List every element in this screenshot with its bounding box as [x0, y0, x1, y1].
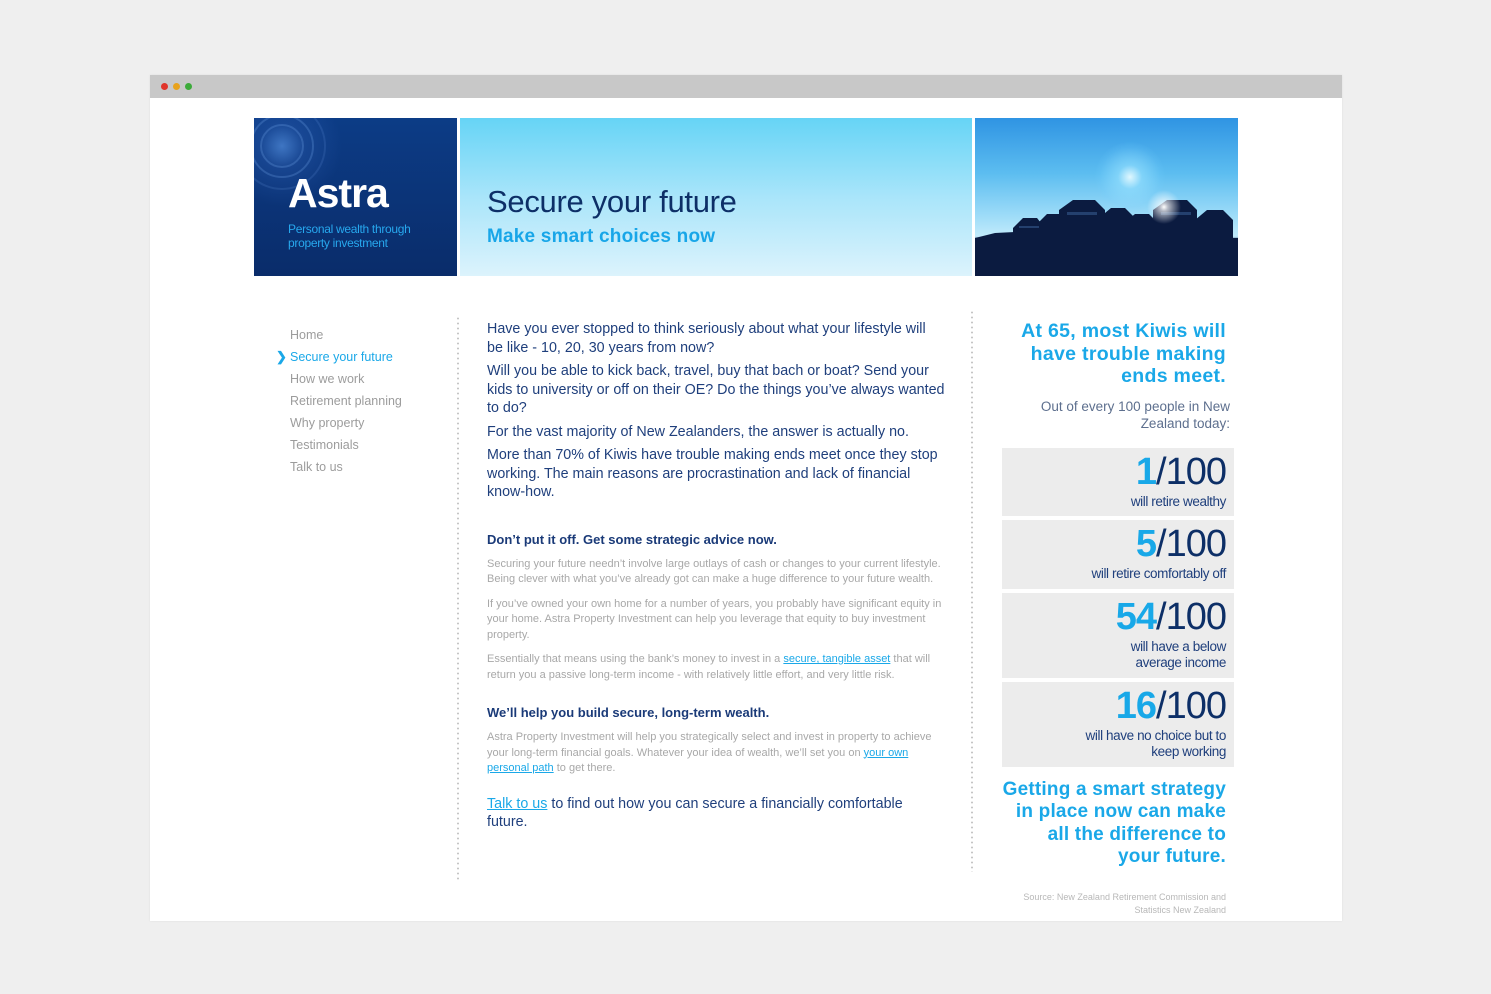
stat-value: 16: [1115, 684, 1157, 727]
stat-denominator: /100: [1156, 595, 1226, 638]
intro-paragraph: Will you be able to kick back, travel, buy that bach or boat? Send your kids to university or off on their OE? Do the things you’ve always wanted to do?: [487, 363, 945, 416]
sidebar-nav: [276, 324, 446, 478]
nav-item-label: Why property: [290, 416, 365, 430]
stat-value: 1: [1135, 450, 1157, 493]
intro-text: [487, 320, 945, 502]
stat-description: will retire comfortably off: [1091, 566, 1226, 581]
intro-paragraph: For the vast majority of New Zealanders, the answer is actually no.: [487, 423, 909, 440]
column-divider: [457, 316, 459, 880]
brand-logo: Astra: [288, 170, 388, 216]
section-heading-wealth: We’ll help you build secure, long-term wealth.: [487, 705, 770, 720]
stat-denominator: /100: [1156, 523, 1226, 565]
web-page: [254, 118, 1238, 915]
text-fragment: Astra Property Investment will help you strategically select and invest in property to achieve your long-term financial goals. Whatever your idea of wealth, we’ll set you on: [487, 731, 932, 759]
talk-to-us-link[interactable]: Talk to us: [487, 795, 548, 812]
sidebar-intro: Out of every 100 people in New Zealand today:: [1040, 398, 1230, 431]
stat-card: [1002, 520, 1234, 589]
body-paragraph: Securing your future needn’t involve large outlays of cash or changes to your current lifestyle. Being clever with what you’ve already got can make a huge difference to your future wealth.: [487, 557, 941, 585]
nav-item-how-we-work[interactable]: [276, 368, 446, 390]
body-paragraph: If you’ve owned your own home for a number of years, you probably have significant equity in your home. Astra Property Investment can help you leverage that equity to buy investment property.: [487, 597, 942, 641]
stat-card: [1002, 448, 1234, 517]
page-title: Secure your future: [487, 184, 737, 219]
call-to-action: [487, 795, 945, 832]
site-header: [254, 118, 1238, 276]
sidebar-heading: At 65, most Kiwis will have trouble making ends meet.: [1021, 320, 1226, 387]
nav-item-label: Testimonials: [290, 438, 359, 452]
stat-denominator: /100: [1156, 684, 1226, 727]
title-banner: [460, 118, 972, 276]
stat-figure: [1010, 450, 1226, 494]
nav-item-talk-to-us[interactable]: [276, 456, 446, 478]
stat-denominator: /100: [1156, 450, 1226, 493]
stat-figure: [1010, 522, 1226, 566]
nav-item-secure-your-future[interactable]: [276, 346, 446, 368]
stat-figure: [1010, 595, 1226, 639]
nav-item-home[interactable]: [276, 324, 446, 346]
text-fragment: Essentially that means using the bank’s money to invest in a: [487, 653, 784, 665]
stat-card: [1002, 593, 1234, 678]
stat-value: 5: [1135, 523, 1157, 565]
stat-description: will retire wealthy: [1130, 493, 1226, 509]
section-heading-advice: Don’t put it off. Get some strategic advice now.: [487, 531, 777, 547]
nav-item-testimonials[interactable]: [276, 434, 446, 456]
nav-item-label: Retirement planning: [290, 394, 402, 408]
body-paragraph: [487, 652, 945, 683]
personal-path-link[interactable]: your own personal path: [487, 746, 909, 774]
minimize-window-button[interactable]: [173, 83, 180, 90]
stat-value: 54: [1115, 595, 1157, 638]
nav-item-label: Talk to us: [290, 460, 343, 474]
intro-paragraph: Have you ever stopped to think seriously about what your lifestyle will be like - 10, 20, 30 years from now?: [487, 321, 926, 356]
stat-figure: [1010, 684, 1226, 728]
page-subtitle: Make smart choices now: [487, 226, 716, 247]
maximize-window-button[interactable]: [185, 83, 192, 90]
brand-tagline: Personal wealth through property investment: [288, 222, 411, 250]
houses-silhouette: [975, 118, 1238, 276]
secure-tangible-asset-link[interactable]: secure, tangible asset: [783, 653, 891, 665]
nav-item-label: Home: [290, 328, 324, 342]
logo-panel[interactable]: [254, 118, 457, 276]
nav-item-label: How we work: [290, 372, 365, 386]
window-titlebar: [150, 75, 1342, 98]
houses-skyline-image: [975, 118, 1238, 276]
text-fragment: to get there.: [553, 762, 616, 774]
text-fragment: to find out how you can secure a financially comfortable future.: [487, 795, 903, 830]
close-window-button[interactable]: [161, 83, 168, 90]
nav-item-why-property[interactable]: [276, 412, 446, 434]
stat-description: will have a below average income: [1130, 638, 1226, 670]
light-flare-graphic: [1147, 190, 1181, 224]
main-content: [487, 320, 945, 832]
nav-item-retirement-planning[interactable]: [276, 390, 446, 412]
browser-window: [150, 75, 1342, 921]
section-wealth-body: [487, 730, 945, 777]
section-advice-body: [487, 557, 945, 684]
column-divider: [971, 310, 973, 872]
sidebar-footer-message: Getting a smart strategy in place now can make all the difference to your future.: [1002, 778, 1226, 867]
stat-card: [1002, 682, 1234, 767]
source-note: Source: New Zealand Retirement Commission and Statistics New Zealand: [1023, 891, 1226, 915]
nav-item-label: Secure your future: [290, 350, 393, 364]
body-paragraph: [487, 730, 945, 777]
intro-paragraph: More than 70% of Kiwis have trouble making ends meet once they stop working. The main reasons are procrastination and lack of financial know-how.: [487, 447, 938, 500]
statistics-sidebar: [1002, 320, 1234, 917]
stat-description: will have no choice but to keep working: [1085, 727, 1226, 759]
text-fragment: that will return you a passive long-term income - with relatively little effort, and very little risk.: [487, 653, 931, 681]
chevron-right-icon: ❯: [276, 349, 287, 364]
